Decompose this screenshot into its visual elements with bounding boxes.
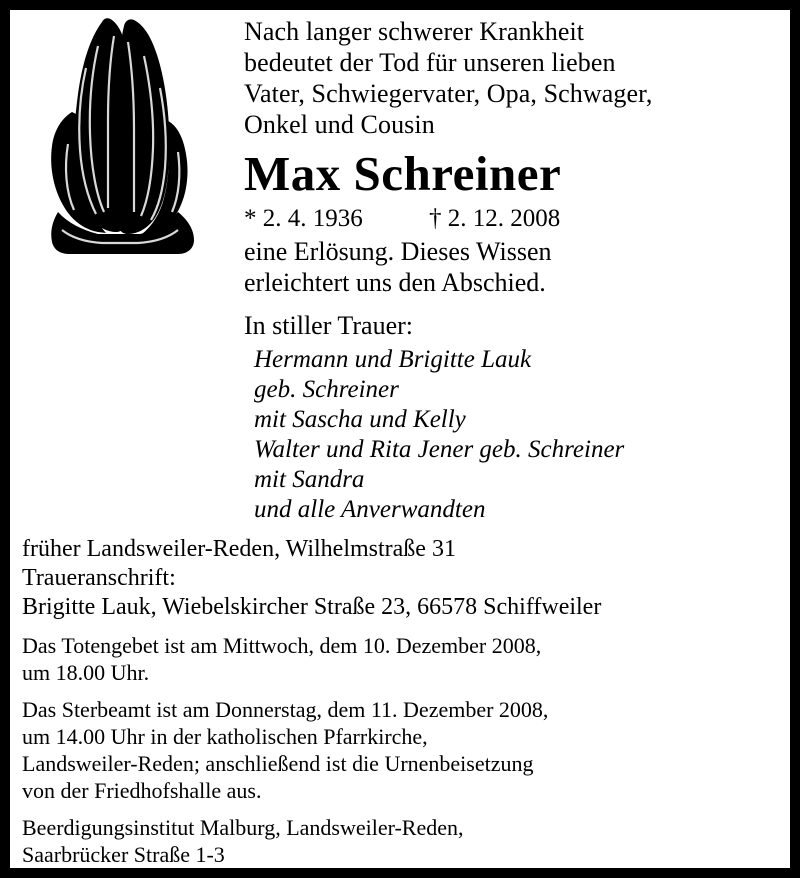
intro-line-4: Onkel und Cousin: [244, 110, 435, 139]
funeral-home-block: [22, 814, 778, 868]
mourner-line-4: Walter und Rita Jener geb. Schreiner: [254, 436, 625, 463]
service-line-2: um 18.00 Uhr.: [22, 660, 150, 685]
contact-address: Brigitte Lauk, Wiebelskircher Straße 23, 66578 Schiffweiler: [22, 594, 602, 620]
service-line-6: von der Friedhofshalle aus.: [22, 778, 262, 803]
service-line-1: Das Totengebet ist am Mittwoch, dem 10. Dezember 2008,: [22, 633, 542, 658]
contact-label: Traueranschrift:: [22, 565, 176, 591]
life-dates: [244, 204, 778, 234]
intro-text: [244, 16, 778, 140]
intro-line-2: bedeutet der Tod für unseren lieben: [244, 48, 616, 77]
service-block: [22, 632, 778, 686]
service-line-5: Landsweiler-Reden; anschließend ist die Urnenbeisetzung: [22, 751, 534, 776]
praying-hands-icon: [28, 16, 208, 256]
after-line-1: eine Erlösung. Dieses Wissen: [244, 237, 552, 266]
deceased-name: Max Schreiner: [244, 146, 562, 201]
after-line-2: erleichtert uns den Abschied.: [244, 268, 546, 297]
funeral-home-line-1: Beerdigungsinstitut Malburg, Landsweiler-Reden,: [22, 815, 464, 840]
mass-block: [22, 696, 778, 804]
mourner-line-5: mit Sandra: [254, 466, 365, 493]
mourner-line-2: geb. Schreiner: [254, 376, 399, 403]
obituary-card: [10, 10, 790, 868]
mourners-list: [254, 345, 778, 525]
mourner-line-6: und alle Anverwandten: [254, 496, 486, 523]
funeral-home-line-2: Saarbrücker Straße 1-3: [22, 842, 225, 867]
intro-line-1: Nach langer schwerer Krankheit: [244, 17, 585, 46]
after-text: [244, 236, 778, 298]
death-date: † 2. 12. 2008: [429, 205, 561, 232]
service-line-4: um 14.00 Uhr in der katholischen Pfarrkirche,: [22, 724, 428, 749]
obituary-main-text: [244, 16, 778, 525]
mourner-line-1: Hermann und Brigitte Lauk: [254, 346, 532, 373]
mourning-heading: In stiller Trauer:: [244, 311, 413, 340]
address-block: [22, 535, 778, 622]
birth-date: * 2. 4. 1936: [244, 205, 363, 232]
intro-line-3: Vater, Schwiegervater, Opa, Schwager,: [244, 79, 653, 108]
service-line-3: Das Sterbeamt ist am Donnerstag, dem 11. Dezember 2008,: [22, 697, 549, 722]
mourner-line-3: mit Sascha und Kelly: [254, 406, 466, 433]
former-address: früher Landsweiler-Reden, Wilhelmstraße 31: [22, 536, 456, 562]
